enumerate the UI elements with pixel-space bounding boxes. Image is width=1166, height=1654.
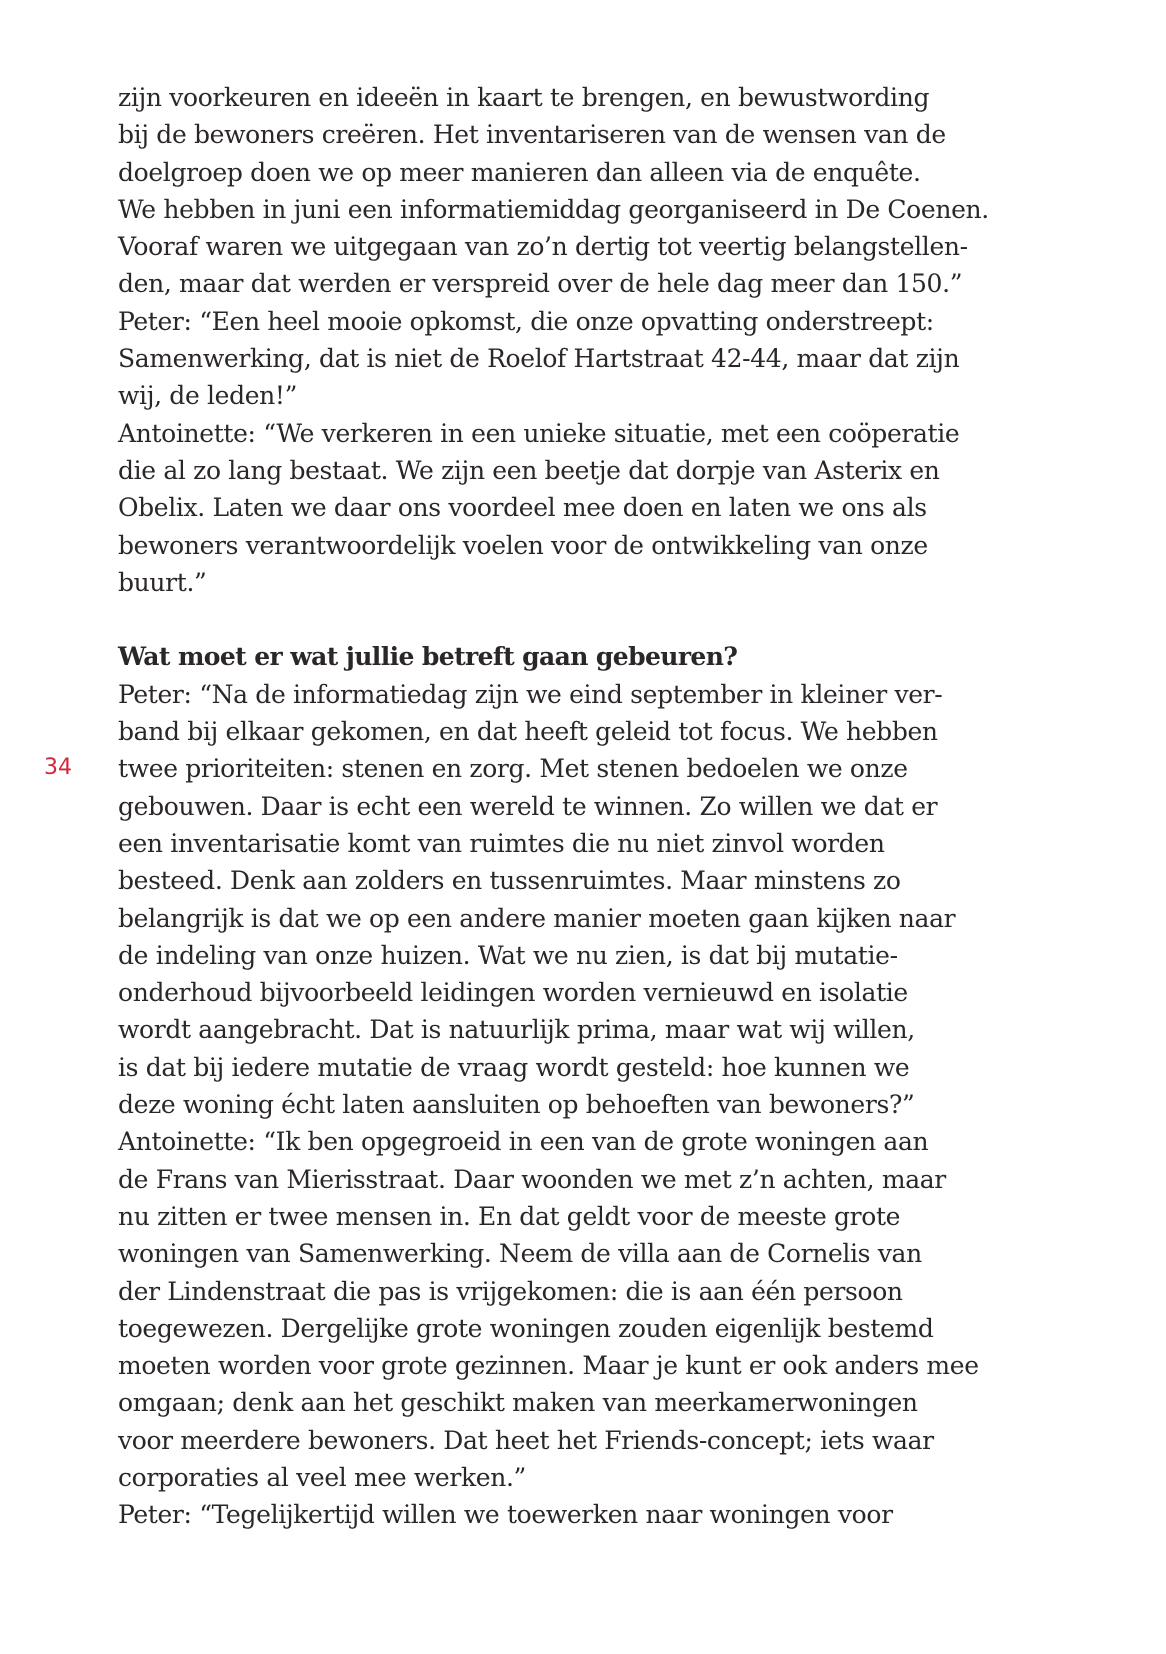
text-line: onderhoud bijvoorbeeld leidingen worden vernieuwd en isolatie	[118, 978, 908, 1008]
text-line: band bij elkaar gekomen, en dat heeft geleid tot focus. We hebben	[118, 717, 938, 747]
text-line: den, maar dat werden er verspreid over de hele dag meer dan 150.”	[118, 269, 963, 299]
text-line: Vooraf waren we uitgegaan van zo’n dertig tot veertig belangstellen-	[118, 232, 968, 262]
text-line: wordt aangebracht. Dat is natuurlijk prima, maar wat wij willen,	[118, 1015, 915, 1045]
text-line: deze woning écht laten aansluiten op behoeften van bewoners?”	[118, 1090, 915, 1120]
text-line: wij, de leden!”	[118, 381, 298, 411]
text-line: Samenwerking, dat is niet de Roelof Hartstraat 42-44, maar dat zijn	[118, 344, 960, 374]
text-line: twee prioriteiten: stenen en zorg. Met stenen bedoelen we onze	[118, 754, 908, 784]
text-line: der Lindenstraat die pas is vrijgekomen: die is aan één persoon	[118, 1276, 903, 1306]
text-line: voor meerdere bewoners. Dat heet het Friends-concept; iets waar	[118, 1425, 934, 1455]
text-line: Peter: “Een heel mooie opkomst, die onze opvatting onderstreept:	[118, 306, 934, 336]
text-line: Obelix. Laten we daar ons voordeel mee doen en laten we ons als	[118, 493, 927, 523]
text-line: doelgroep doen we op meer manieren dan alleen via de enquête.	[118, 157, 921, 187]
text-line: Peter: “Tegelijkertijd willen we toewerken naar woningen voor	[118, 1500, 893, 1530]
section-heading: Wat moet er wat jullie betreft gaan gebeuren?	[118, 642, 738, 672]
text-line: de indeling van onze huizen. Wat we nu zien, is dat bij mutatie-	[118, 940, 898, 970]
text-line: We hebben in juni een informatiemiddag georganiseerd in De Coenen.	[118, 194, 989, 224]
text-line: nu zitten er twee mensen in. En dat geldt voor de meeste grote	[118, 1201, 901, 1231]
text-line: corporaties al veel mee werken.”	[118, 1462, 526, 1492]
text-line: Antoinette: “Ik ben opgegroeid in een van de grote woningen aan	[118, 1127, 929, 1157]
text-line: omgaan; denk aan het geschikt maken van meerkamerwoningen	[118, 1388, 918, 1418]
text-line: zijn voorkeuren en ideeën in kaart te brengen, en bewustwording	[118, 83, 930, 112]
text-line: is dat bij iedere mutatie de vraag wordt gesteld: hoe kunnen we	[118, 1052, 910, 1082]
text-line: bij de bewoners creëren. Het inventariseren van de wensen van de	[118, 120, 946, 150]
text-line: Antoinette: “We verkeren in een unieke situatie, met een coöperatie	[118, 418, 960, 448]
text-line: besteed. Denk aan zolders en tussenruimtes. Maar minstens zo	[118, 866, 901, 896]
text-line: die al zo lang bestaat. We zijn een beetje dat dorpje van Asterix en	[118, 455, 940, 485]
page-number: 34	[44, 755, 72, 780]
text-line: woningen van Samenwerking. Neem de villa aan de Cornelis van	[118, 1239, 922, 1269]
text-line: toegewezen. Dergelijke grote woningen zouden eigenlijk bestemd	[118, 1313, 934, 1343]
paragraph-2	[118, 676, 998, 1534]
text-line: buurt.”	[118, 567, 207, 597]
paragraph-gap	[118, 601, 998, 638]
text-line: Peter: “Na de informatiedag zijn we eind september in kleiner ver-	[118, 679, 943, 709]
paragraph-1	[118, 79, 998, 601]
text-line: moeten worden voor grote gezinnen. Maar je kunt er ook anders mee	[118, 1351, 979, 1381]
text-line: de Frans van Mierisstraat. Daar woonden we met z’n achten, maar	[118, 1164, 946, 1194]
body-text	[118, 79, 998, 1534]
text-line: een inventarisatie komt van ruimtes die nu niet zinvol worden	[118, 828, 885, 858]
text-line: gebouwen. Daar is echt een wereld te winnen. Zo willen we dat er	[118, 791, 938, 821]
text-line: belangrijk is dat we op een andere manier moeten gaan kijken naar	[118, 903, 956, 933]
text-line: bewoners verantwoordelijk voelen voor de ontwikkeling van onze	[118, 530, 928, 560]
